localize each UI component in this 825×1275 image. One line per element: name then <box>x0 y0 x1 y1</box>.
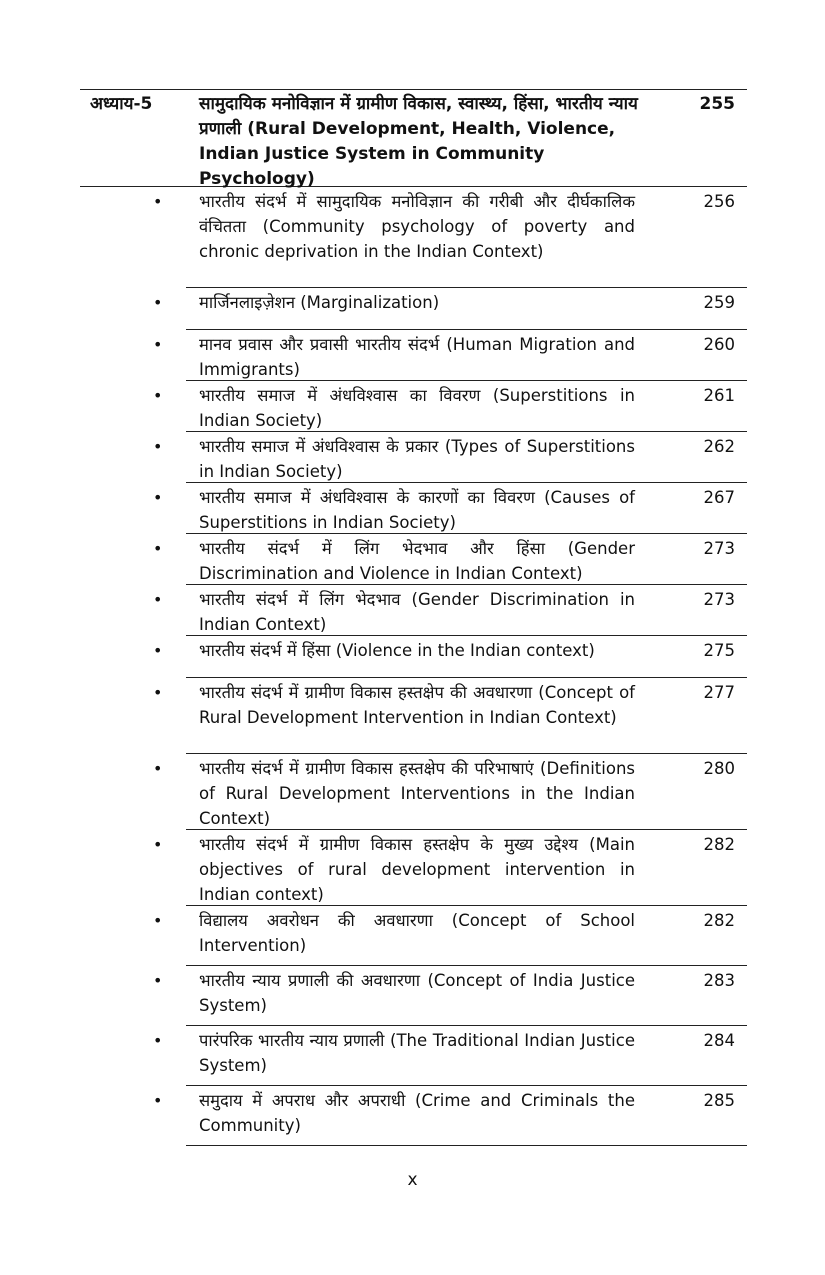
toc-entry <box>153 330 747 381</box>
entry-page-number: 273 <box>703 590 735 609</box>
entry-text: भारतीय संदर्भ में ग्रामीण विकास हस्तक्षेप की अवधारणा (Concept of Rural Development Intervention in Indian Context) <box>199 683 635 727</box>
toc-entry <box>153 534 747 585</box>
entry-page-number: 261 <box>703 386 735 405</box>
entry-text: भारतीय संदर्भ में ग्रामीण विकास हस्तक्षेप की परिभाषाएं (Definitions of Rural Development Interventions in the Indian Context) <box>199 759 635 828</box>
toc-entry <box>153 187 747 288</box>
entry-text: समुदाय में अपराध और अपराधी (Crime and Criminals the Community) <box>199 1091 635 1135</box>
toc-entry <box>153 1086 747 1146</box>
chapter-page-number: 255 <box>699 94 735 114</box>
toc-entry <box>153 381 747 432</box>
entry-page-number: 282 <box>703 911 735 930</box>
entry-page-number: 283 <box>703 971 735 990</box>
bullet-icon: • <box>153 335 163 354</box>
table-of-contents <box>80 89 747 1146</box>
toc-entry <box>153 585 747 636</box>
entry-page-number: 280 <box>703 759 735 778</box>
toc-entry <box>153 636 747 678</box>
entry-page-number: 259 <box>703 293 735 312</box>
entry-page-number: 277 <box>703 683 735 702</box>
bullet-icon: • <box>153 590 163 609</box>
toc-entry <box>153 678 747 754</box>
entry-page-number: 256 <box>703 192 735 211</box>
entry-text: भारतीय न्याय प्रणाली की अवधारणा (Concept of India Justice System) <box>199 971 635 1015</box>
entry-page-number: 285 <box>703 1091 735 1110</box>
entry-text: मानव प्रवास और प्रवासी भारतीय संदर्भ (Human Migration and Immigrants) <box>199 335 635 379</box>
bullet-icon: • <box>153 437 163 456</box>
entry-page-number: 267 <box>703 488 735 507</box>
bullet-icon: • <box>153 911 163 930</box>
entry-text: भारतीय संदर्भ में ग्रामीण विकास हस्तक्षेप के मुख्य उद्देश्य (Main objectives of rural development intervention in Indian context) <box>199 835 635 904</box>
bullet-icon: • <box>153 683 163 702</box>
entry-page-number: 262 <box>703 437 735 456</box>
toc-entry <box>153 1026 747 1086</box>
chapter-heading <box>80 89 747 187</box>
toc-entry <box>153 906 747 966</box>
entry-page-number: 273 <box>703 539 735 558</box>
bullet-icon: • <box>153 835 163 854</box>
toc-entry <box>153 288 747 330</box>
entry-list <box>153 187 747 1146</box>
bullet-icon: • <box>153 759 163 778</box>
entry-text: भारतीय समाज में अंधविश्वास के कारणों का विवरण (Causes of Superstitions in Indian Society) <box>199 488 635 532</box>
bullet-icon: • <box>153 1091 163 1110</box>
toc-entry <box>153 432 747 483</box>
entry-page-number: 282 <box>703 835 735 854</box>
toc-entry <box>153 483 747 534</box>
bullet-icon: • <box>153 539 163 558</box>
entry-text: मार्जिनलाइज़ेशन (Marginalization) <box>199 293 440 312</box>
page-footer-number: x <box>407 1170 418 1190</box>
bullet-icon: • <box>153 971 163 990</box>
entry-text: भारतीय समाज में अंधविश्वास के प्रकार (Types of Superstitions in Indian Society) <box>199 437 635 481</box>
toc-entry <box>153 754 747 830</box>
entry-page-number: 275 <box>703 641 735 660</box>
bullet-icon: • <box>153 641 163 660</box>
entry-text: भारतीय संदर्भ में हिंसा (Violence in the Indian context) <box>199 641 595 660</box>
bullet-icon: • <box>153 1031 163 1050</box>
toc-entry <box>153 966 747 1026</box>
entry-text: पारंपरिक भारतीय न्याय प्रणाली (The Traditional Indian Justice System) <box>199 1031 635 1075</box>
entry-text: भारतीय समाज में अंधविश्वास का विवरण (Superstitions in Indian Society) <box>199 386 635 430</box>
entry-text: भारतीय संदर्भ में लिंग भेदभाव (Gender Discrimination in Indian Context) <box>199 590 635 634</box>
entry-page-number: 260 <box>703 335 735 354</box>
toc-entry <box>153 830 747 906</box>
bullet-icon: • <box>153 192 163 211</box>
entry-text: विद्यालय अवरोधन की अवधारणा (Concept of School Intervention) <box>199 911 635 955</box>
bullet-icon: • <box>153 293 163 312</box>
chapter-title: सामुदायिक मनोविज्ञान में ग्रामीण विकास, स्वास्थ्य, हिंसा, भारतीय न्याय प्रणाली (Rural Development, Health, Violence, Indian Justice System in Community Psychology) <box>199 94 638 189</box>
chapter-label: अध्याय-5 <box>90 94 153 114</box>
bullet-icon: • <box>153 386 163 405</box>
entry-text: भारतीय संदर्भ में सामुदायिक मनोविज्ञान की गरीबी और दीर्घकालिक वंचितता (Community psychology of poverty and chronic deprivation in the Indian Context) <box>199 192 635 261</box>
entry-text: भारतीय संदर्भ में लिंग भेदभाव और हिंसा (Gender Discrimination and Violence in Indian Context) <box>199 539 635 583</box>
entry-page-number: 284 <box>703 1031 735 1050</box>
bullet-icon: • <box>153 488 163 507</box>
